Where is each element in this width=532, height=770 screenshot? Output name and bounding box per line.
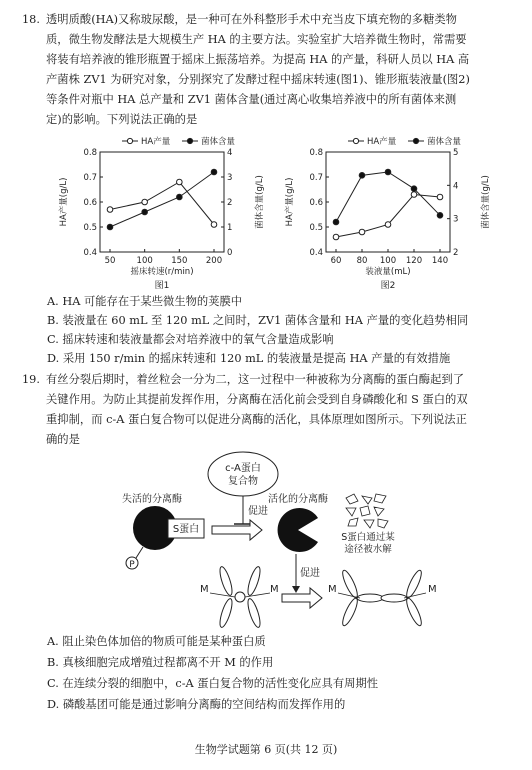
data-point-ha xyxy=(142,199,148,205)
activation-arrow xyxy=(212,520,262,540)
legend-marker-filled xyxy=(187,138,192,143)
separation-arrow xyxy=(282,588,322,608)
y-right-tick-label: 4 xyxy=(227,148,233,158)
x-tick-label: 60 xyxy=(330,256,342,266)
chromatid-right-b xyxy=(381,569,424,628)
data-point-ha xyxy=(411,192,417,198)
question-text-line: 确的是 xyxy=(46,433,80,446)
data-point-ha xyxy=(437,194,443,200)
figure-2-chart xyxy=(278,134,508,294)
c-a-complex-label: 复合物 xyxy=(228,476,258,487)
legend-label: HA产量 xyxy=(141,137,171,147)
separase-diagram xyxy=(0,446,532,636)
y-right-tick-label: 5 xyxy=(453,148,459,158)
promote-label: 促进 xyxy=(248,506,268,517)
y-right-axis-label: 菌体含量(g/L) xyxy=(481,175,491,229)
data-point-biomass xyxy=(437,213,443,219)
series-line-ha xyxy=(110,182,214,225)
data-point-ha xyxy=(177,179,183,185)
option-d: D. 采用 150 r/min 的摇床转速和 120 mL 的装液量是提高 HA 产量的有效措施 xyxy=(47,352,451,365)
m-label: M xyxy=(328,584,337,595)
figure-caption: 图2 xyxy=(380,281,396,291)
data-point-biomass xyxy=(359,173,365,179)
option-c: C. 摇床转速和装液量都会对培养液中的氧气含量造成影响 xyxy=(47,333,334,346)
y-left-tick-label: 0.4 xyxy=(83,248,97,258)
degraded-label: 途径被水解 xyxy=(344,544,392,555)
y-left-tick-label: 0.7 xyxy=(309,173,323,183)
c-a-complex-label: c-A蛋白 xyxy=(225,463,261,474)
y-left-tick-label: 0.7 xyxy=(83,173,97,183)
inactive-separase-label: 失活的分离酶 xyxy=(122,494,182,505)
y-left-tick-label: 0.5 xyxy=(309,223,323,233)
data-point-ha xyxy=(333,234,339,240)
y-right-tick-label: 4 xyxy=(453,181,459,192)
series-line-biomass xyxy=(110,172,214,227)
x-tick-label: 140 xyxy=(431,256,449,266)
c-a-complex-ellipse xyxy=(208,452,278,496)
option-d: D. 磷酸基团可能是通过影响分离酶的空间结构而发挥作用的 xyxy=(47,698,346,711)
y-left-tick-label: 0.4 xyxy=(309,248,323,258)
y-left-tick-label: 0.6 xyxy=(309,198,323,208)
option-b: B. 真核细胞完成增殖过程都离不开 M 的作用 xyxy=(47,656,274,669)
question-text-line: 等条件对瓶中 HA 总产量和 ZV1 菌体含量(通过离心收集培养液中的所有菌体来测 xyxy=(46,93,457,106)
y-left-axis-label: HA产量(g/L) xyxy=(285,177,295,227)
x-tick-label: 100 xyxy=(379,256,397,266)
y-left-tick-label: 0.8 xyxy=(83,148,97,158)
data-point-ha xyxy=(385,222,391,228)
plot-frame xyxy=(100,152,224,252)
data-point-biomass xyxy=(107,224,113,230)
data-point-ha xyxy=(211,222,217,228)
x-tick-label: 200 xyxy=(205,256,223,266)
active-separase-shape xyxy=(278,508,318,552)
data-point-biomass xyxy=(411,186,417,192)
x-tick-label: 80 xyxy=(356,256,368,266)
legend-label: 菌体含量 xyxy=(427,137,462,147)
data-point-biomass xyxy=(177,194,183,200)
s-protein-label: S蛋白 xyxy=(172,524,200,535)
series-line-biomass xyxy=(336,172,440,222)
question-text-line: 将装有培养液的锥形瓶置于摇床上振荡培养。为提高 HA 的产量，科研人员以 HA 高 xyxy=(46,53,470,66)
y-left-tick-label: 0.8 xyxy=(309,148,323,158)
promote-label: 促进 xyxy=(300,568,320,579)
y-left-tick-label: 0.5 xyxy=(83,223,97,233)
data-point-biomass xyxy=(385,169,391,175)
phosphate-label: P xyxy=(129,560,135,570)
figure-caption: 图1 xyxy=(154,281,170,291)
x-tick-label: 120 xyxy=(405,256,423,266)
legend-marker-filled xyxy=(413,138,418,143)
y-right-tick-label: 3 xyxy=(453,214,459,225)
question-text-line: 透明质酸(HA)又称玻尿酸，是一种可在外科整形手术中充当皮下填充物的多糖类物 xyxy=(46,13,457,26)
s-protein-fragments xyxy=(346,494,388,528)
y-right-tick-label: 3 xyxy=(227,173,233,183)
plot-frame xyxy=(326,152,450,252)
chromosome-x-left xyxy=(218,565,263,628)
y-left-axis-label: HA产量(g/L) xyxy=(59,177,69,227)
question-text-line: 重抑制，而 c-A 蛋白复合物可以促进分离酶的活化，具体原理如图所示。下列说法正 xyxy=(46,413,467,426)
phosphate-link xyxy=(136,547,143,558)
question-text-line: 产菌株 ZV1 为研究对象，分别探究了发酵过程中摇床转速(图1)、锥形瓶装液量(图2) xyxy=(46,73,470,86)
page-footer: 生物学试题第 6 页(共 12 页) xyxy=(194,743,338,756)
x-tick-label: 100 xyxy=(136,256,153,266)
figure-1-chart xyxy=(52,134,282,294)
y-right-tick-label: 0 xyxy=(227,248,233,258)
data-point-biomass xyxy=(142,209,148,215)
y-right-tick-label: 1 xyxy=(227,223,233,233)
m-label: M xyxy=(428,584,437,595)
question-text-line: 关键作用。为防止其提前发挥作用，分离酶在活化前会受到自身磷酸化和 S 蛋白的双 xyxy=(46,393,468,406)
x-tick-label: 50 xyxy=(104,256,116,266)
question-number: 19. xyxy=(22,373,40,386)
y-right-tick-label: 2 xyxy=(227,198,233,208)
data-point-ha xyxy=(359,229,365,235)
question-text-line: 有丝分裂后期时，着丝粒会一分为二，这一过程中一种被称为分离酶的蛋白酶起到了 xyxy=(46,373,464,386)
m-label: M xyxy=(200,584,209,595)
series-line-ha xyxy=(336,195,440,238)
option-a: A. 阻止染色体加倍的物质可能是某种蛋白质 xyxy=(47,635,266,648)
data-point-biomass xyxy=(211,169,217,175)
option-c: C. 在连续分裂的细胞中，c-A 蛋白复合物的活性变化应具有周期性 xyxy=(47,677,379,690)
legend-marker-open xyxy=(353,138,358,143)
question-text-line: 定)的影响。下列说法正确的是 xyxy=(46,113,198,126)
m-label: M xyxy=(270,584,279,595)
legend-label: HA产量 xyxy=(367,137,397,147)
option-a: A. HA 可能存在于某些微生物的荚膜中 xyxy=(47,295,243,308)
y-left-tick-label: 0.6 xyxy=(83,198,97,208)
question-number: 18. xyxy=(22,13,40,26)
option-b: B. 装液量在 60 mL 至 120 mL 之间时，ZV1 菌体含量和 HA 产量的变化趋势相同 xyxy=(47,314,469,327)
legend-marker-open xyxy=(127,138,132,143)
active-separase-label: 活化的分离酶 xyxy=(268,494,328,505)
x-tick-label: 150 xyxy=(171,256,188,266)
y-right-axis-label: 菌体含量(g/L) xyxy=(255,175,265,229)
x-axis-label: 装液量(mL) xyxy=(365,267,411,277)
legend-label: 菌体含量 xyxy=(201,137,236,147)
x-axis-label: 摇床转速(r/min) xyxy=(130,267,194,277)
chromatid-right-a xyxy=(340,569,383,628)
data-point-ha xyxy=(107,207,113,213)
data-point-biomass xyxy=(333,219,339,225)
degraded-label: S蛋白通过某 xyxy=(341,532,395,543)
question-text-line: 质，微生物发酵法是大规模生产 HA 的主要方法。实验室扩大培养微生物时，常需要 xyxy=(46,33,467,46)
y-right-tick-label: 2 xyxy=(453,248,459,258)
